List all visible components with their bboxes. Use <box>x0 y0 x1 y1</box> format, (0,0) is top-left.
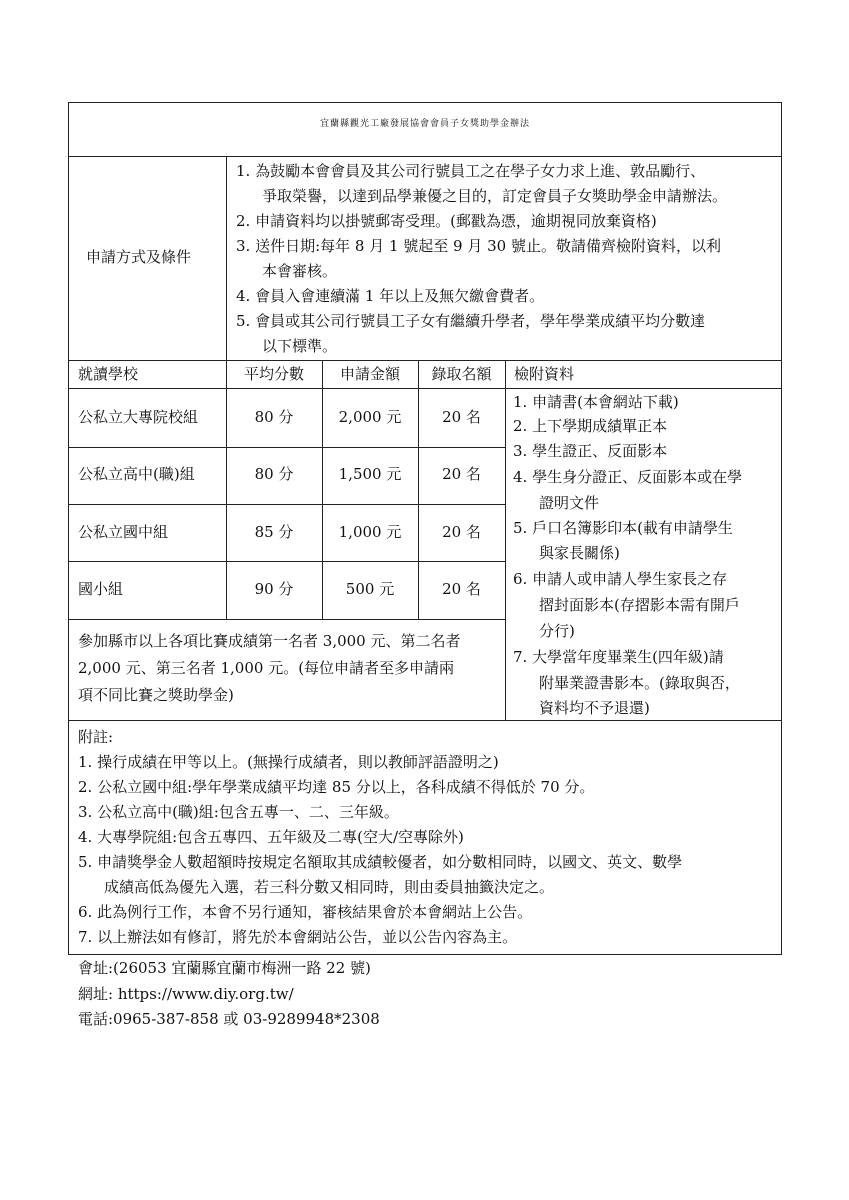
row-score: 80 分 <box>254 465 294 483</box>
header-score: 平均分數 <box>243 365 304 383</box>
document-title: 宜蘭縣觀光工廠發展協會會員子女獎助學金辦法 <box>319 119 530 129</box>
attachment-line: 5. 戶口名簿影印本(載有申請學生 <box>513 519 733 537</box>
attachment-line: 證明文件 <box>539 494 600 512</box>
attachment-line: 資料均不予退還) <box>539 699 650 717</box>
row-score: 90 分 <box>254 580 294 598</box>
attachment-line: 7. 大學當年度畢業生(四年級)請 <box>513 648 724 666</box>
conditions-label: 申請方式及條件 <box>86 248 192 266</box>
notes-heading: 附註: <box>78 728 114 746</box>
attachment-line: 6. 申請人或申請人學生家長之存 <box>513 570 728 588</box>
row-quota: 20 名 <box>442 465 481 483</box>
row-school: 公私立國中組 <box>78 523 169 541</box>
rule-under-conditions <box>68 360 782 361</box>
row-school: 公私立高中(職)組 <box>78 465 195 483</box>
condition-line: 1. 為鼓勵本會會員及其公司行號員工之在學子女力求上進、敦品勵行、 <box>236 162 706 180</box>
rule-row-3 <box>68 561 505 562</box>
header-quota: 錄取名額 <box>431 365 492 383</box>
attachment-line: 與家長關係) <box>539 544 620 562</box>
footer-address: 會址:(26053 宜蘭縣宜蘭市梅洲一路 22 號) <box>78 959 371 977</box>
competition-line: 2,000 元、第三名者 1,000 元。(每位申請者至多申請兩 <box>78 659 455 677</box>
attachment-line: 分行) <box>539 622 575 640</box>
footer-website: 網址: https://www.diy.org.tw/ <box>78 985 294 1003</box>
attachment-line: 1. 申請書(本會網站下載) <box>513 393 679 411</box>
row-score: 80 分 <box>254 408 294 426</box>
attachment-line: 3. 學生證正、反面影本 <box>513 442 668 460</box>
note-line: 3. 公私立高中(職)組:包含五專一、二、三年級。 <box>78 803 399 821</box>
competition-line: 項不同比賽之獎助學金) <box>78 686 234 704</box>
attachment-line: 4. 學生身分證正、反面影本或在學 <box>513 468 743 486</box>
rule-col-2 <box>322 360 323 619</box>
rule-col-4 <box>505 360 506 720</box>
row-score: 85 分 <box>254 523 294 541</box>
rule-under-title <box>68 156 782 157</box>
condition-line: 爭取榮譽，以達到品學兼優之目的，訂定會員子女獎助學金申請辦法。 <box>262 187 728 205</box>
row-amount: 500 元 <box>345 580 395 598</box>
note-line: 4. 大專學院組:包含五專四、五年級及二專(空大/空專除外) <box>78 828 464 846</box>
row-quota: 20 名 <box>442 580 481 598</box>
row-quota: 20 名 <box>442 408 481 426</box>
header-school: 就讀學校 <box>78 365 139 383</box>
condition-line: 3. 送件日期:每年 8 月 1 號起至 9 月 30 號止。敬請備齊檢附資料，以利 <box>236 237 721 255</box>
row-school: 國小組 <box>78 580 124 598</box>
header-amount: 申請金額 <box>339 365 400 383</box>
rule-col-1 <box>226 156 227 619</box>
condition-line: 4. 會員入會連續滿 1 年以上及無欠繳會費者。 <box>236 287 545 305</box>
rule-under-header <box>68 388 782 389</box>
header-attachments: 檢附資料 <box>514 365 575 383</box>
row-amount: 1,000 元 <box>338 523 402 541</box>
condition-line: 本會審核。 <box>262 262 338 280</box>
attachment-line: 2. 上下學期成績單正本 <box>513 417 668 435</box>
condition-line: 以下標準。 <box>262 337 338 355</box>
rule-row-4 <box>68 619 505 620</box>
rule-row-1 <box>68 447 505 448</box>
row-amount: 1,500 元 <box>338 465 402 483</box>
rule-row-2 <box>68 504 505 505</box>
rule-col-3 <box>418 360 419 619</box>
note-line: 1. 操行成績在甲等以上。(無操行成績者，則以教師評語證明之) <box>78 753 499 771</box>
row-amount: 2,000 元 <box>338 408 402 426</box>
note-line: 7. 以上辦法如有修訂，將先於本會網站公告，並以公告內容為主。 <box>78 928 518 946</box>
attachment-line: 摺封面影本(存摺影本需有開戶 <box>539 596 740 614</box>
note-line: 5. 申請獎學金人數超額時按規定名額取其成績較優者，如分數相同時，以國文、英文、數學 <box>78 853 683 871</box>
competition-line: 參加縣市以上各項比賽成績第一名者 3,000 元、第二名者 <box>78 632 461 650</box>
note-line: 6. 此為例行工作，本會不另行通知，審核結果會於本會網站上公告。 <box>78 903 533 921</box>
row-quota: 20 名 <box>442 523 481 541</box>
footer-phone: 電話:0965-387-858 或 03-9289948*2308 <box>78 1010 380 1028</box>
note-line: 成績高低為優先入選，若三科分數又相同時，則由委員抽籤決定之。 <box>104 878 555 896</box>
note-line: 2. 公私立國中組:學年學業成績平均達 85 分以上，各科成績不得低於 70 分。 <box>78 778 595 796</box>
condition-line: 5. 會員或其公司行號員工子女有繼續升學者，學年學業成績平均分數達 <box>236 312 706 330</box>
row-school: 公私立大專院校組 <box>78 408 199 426</box>
condition-line: 2. 申請資料均以掛號郵寄受理。(郵戳為憑，逾期視同放棄資格) <box>236 212 657 230</box>
attachment-line: 附畢業證書影本。(錄取與否， <box>539 674 740 692</box>
rule-above-notes <box>68 720 782 721</box>
